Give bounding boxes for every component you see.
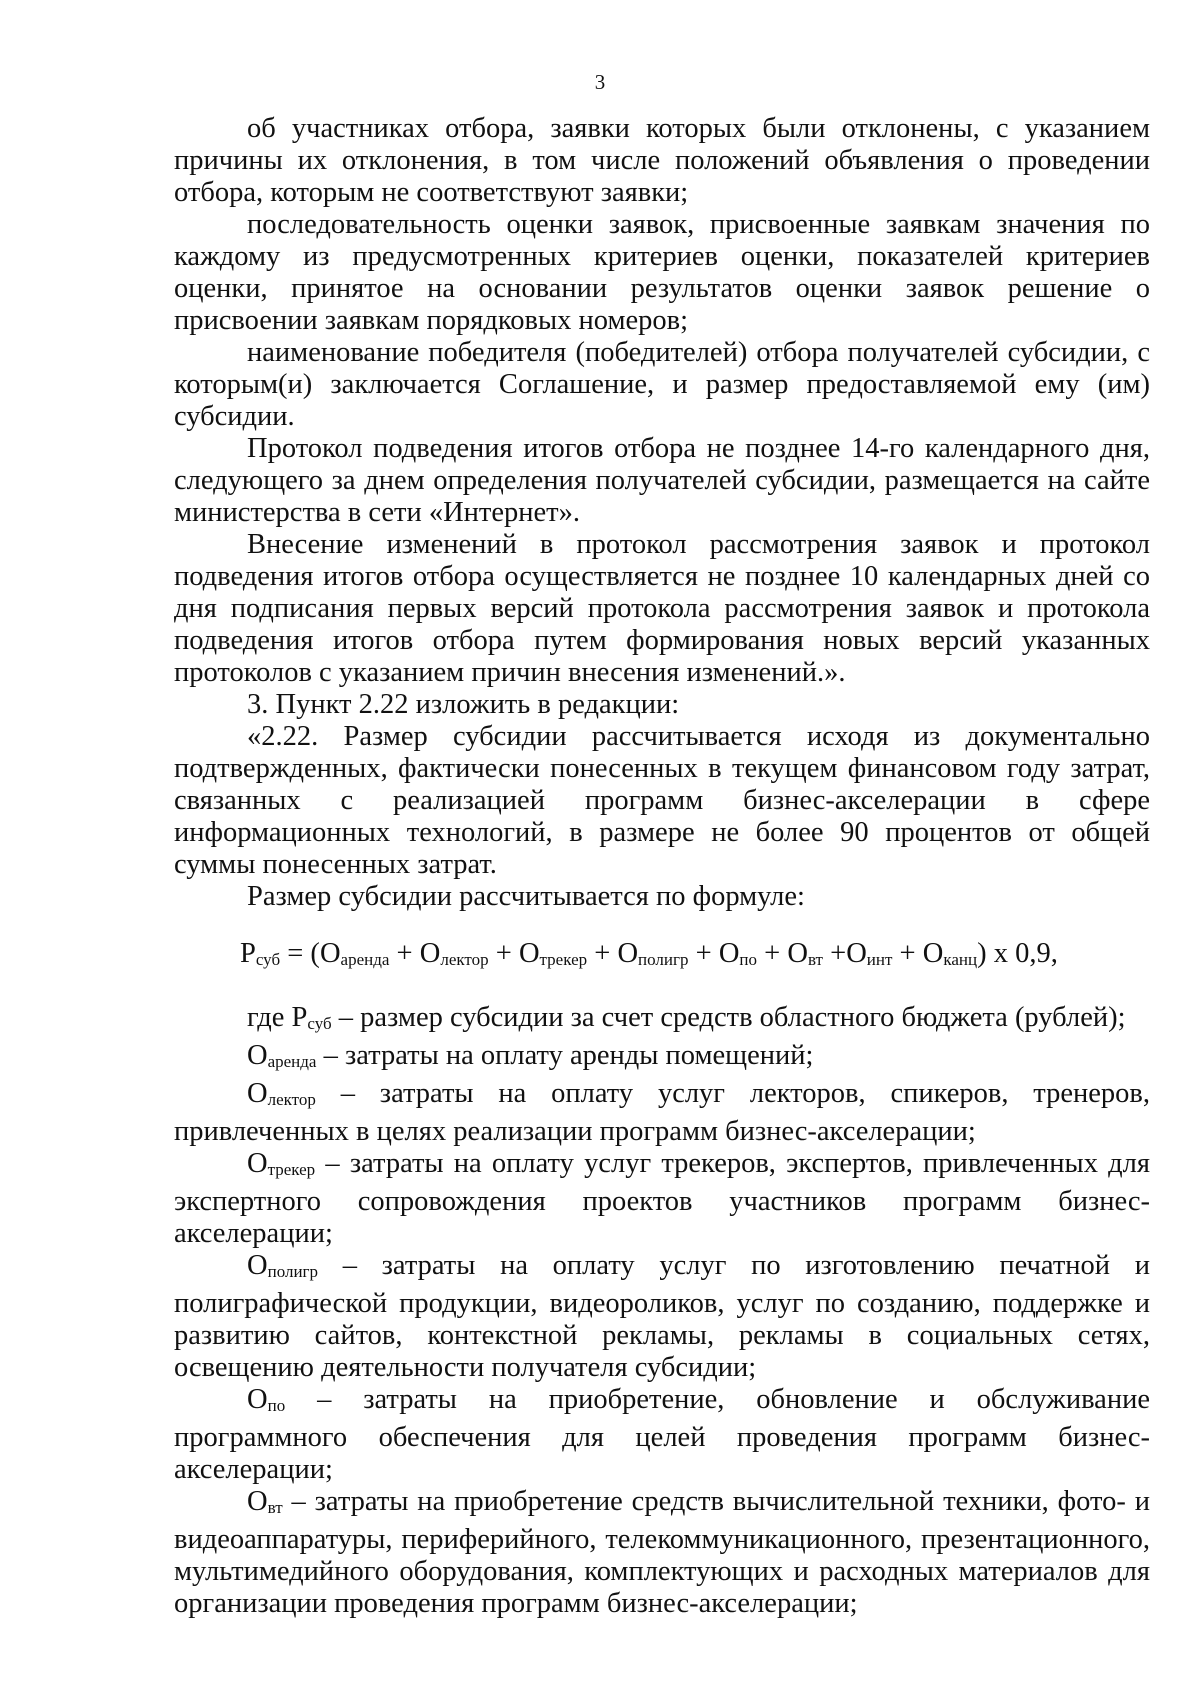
definition-subscript: по [267,1396,286,1415]
formula-operator: + [389,938,420,969]
definition-symbol: где Р [247,1002,308,1033]
definition-lektor [174,1078,1150,1148]
formula-operator: + [892,938,923,969]
formula-lhs: Р [240,938,256,969]
definition-psub [174,1002,1150,1040]
formula-term: О [518,938,540,969]
formula-lhs-subscript: суб [255,950,281,969]
paragraph-protocol-changes: Внесение изменений в протокол рассмотрения заявок и протокол подведения итогов отбора осуществляется не позднее 10 календарных дней со дня подписания первых версий протокола рассмотрения заявок и протокола подведения итогов отбора путем формирования новых версий указанных протоколов с указанием причин внесения изменений.». [174,529,1150,688]
formula-term: О [846,938,867,969]
definition-arenda [174,1040,1150,1078]
formula-term-subscript: по [739,950,758,969]
definition-symbol: О [247,1384,268,1415]
formula-operator: ) х 0,9, [977,938,1058,969]
definition-text: – размер субсидии за счет средств областного бюджета (рублей); [331,1002,1126,1033]
paragraph-rejected-participants: об участниках отбора, заявки которых были отклонены, с указанием причины их отклонения, в том числе положений объявления о проведении отбора, которым не соответствуют заявки; [174,113,1150,208]
definition-symbol: О [247,1040,268,1071]
formula-term: О [617,938,639,969]
formula-operator: + [822,938,847,969]
definition-text: – затраты на приобретение, обновление и обслуживание программного обеспечения для целей проведения программ бизнес-акселерации; [174,1384,1150,1485]
definition-po [174,1384,1150,1486]
definition-text: – затраты на оплату аренды помещений; [316,1040,814,1071]
definition-symbol: О [247,1486,268,1517]
definition-symbol: О [247,1250,268,1281]
formula-term-subscript: вт [807,950,823,969]
definition-treker [174,1148,1150,1250]
formula-operator: + [757,938,788,969]
definition-subscript: лектор [267,1090,316,1109]
definition-poligr [174,1250,1150,1384]
formula-term-subscript: лектор [440,950,489,969]
formula-operator: + [688,938,719,969]
formula-term: О [319,938,341,969]
definition-subscript: аренда [267,1052,317,1071]
paragraph-formula-intro: Размер субсидии рассчитывается по формуле: [247,881,805,912]
paragraph-clause-amendment: 3. Пункт 2.22 изложить в редакции: [247,689,680,720]
definition-symbol: О [247,1078,268,1109]
definition-text: – затраты на приобретение средств вычислительной техники, фото- и видеоаппаратуры, периферийного, телекоммуникационного, презентационного, мультимедийного оборудования, комплектующих и расходных материалов для организации проведения программ бизнес-акселерации; [174,1486,1150,1619]
definition-subscript: полигр [267,1262,319,1281]
paragraph-subsidy-size: «2.22. Размер субсидии рассчитывается исходя из документально подтвержденных, фактически понесенных в текущем финансовом году затрат, связанных с реализацией программ бизнес-акселерации в сфере информационных технологий, в размере не более 90 процентов от общей суммы понесенных затрат. [174,721,1150,880]
formula-term-subscript: трекер [539,950,588,969]
document-body [174,113,1150,1620]
paragraph-winner-name: наименование победителя (победителей) отбора получателей субсидии, с которым(и) заключается Соглашение, и размер предоставляемой ему (им) субсидии. [174,337,1150,432]
paragraph-protocol-publication: Протокол подведения итогов отбора не позднее 14-го календарного дня, следующего за днем определения получателей субсидии, размещается на сайте министерства в сети «Интернет». [174,433,1150,528]
formula-term: О [419,938,441,969]
page-number: 3 [594,70,606,94]
definition-symbol: О [247,1148,268,1179]
formula-term-subscript: канц [943,950,978,969]
formula-term: О [787,938,808,969]
definition-subscript: трекер [267,1160,316,1179]
formula-term-subscript: аренда [340,950,390,969]
formula-term-subscript: инт [866,950,893,969]
paragraph-evaluation-sequence: последовательность оценки заявок, присвоенные заявкам значения по каждому из предусмотренных критериев оценки, показателей критериев оценки, принятое на основании результатов оценки заявок решение о присвоении заявкам порядковых номеров; [174,209,1150,336]
formula-term: О [718,938,740,969]
definition-text: – затраты на оплату услуг лекторов, спикеров, тренеров, привлеченных в целях реализации программ бизнес-акселерации; [174,1078,1150,1147]
definition-subscript: вт [267,1498,283,1517]
formula-term-subscript: полигр [638,950,689,969]
formula-equals: = ( [280,938,320,969]
definition-text: – затраты на оплату услуг трекеров, экспертов, привлеченных для экспертного сопровождения проектов участников программ бизнес-акселерации; [174,1148,1150,1249]
subsidy-formula [174,938,1150,976]
formula-term: О [922,938,944,969]
formula-operator: + [587,938,618,969]
definition-vt [174,1486,1150,1620]
definition-text: – затраты на оплату услуг по изготовлению печатной и полиграфической продукции, видеороликов, услуг по созданию, поддержке и развитию сайтов, контекстной рекламы, рекламы в социальных сетях, освещению деятельности получателя субсидии; [174,1250,1150,1383]
definition-subscript: суб [307,1014,332,1033]
formula-operator: + [488,938,519,969]
